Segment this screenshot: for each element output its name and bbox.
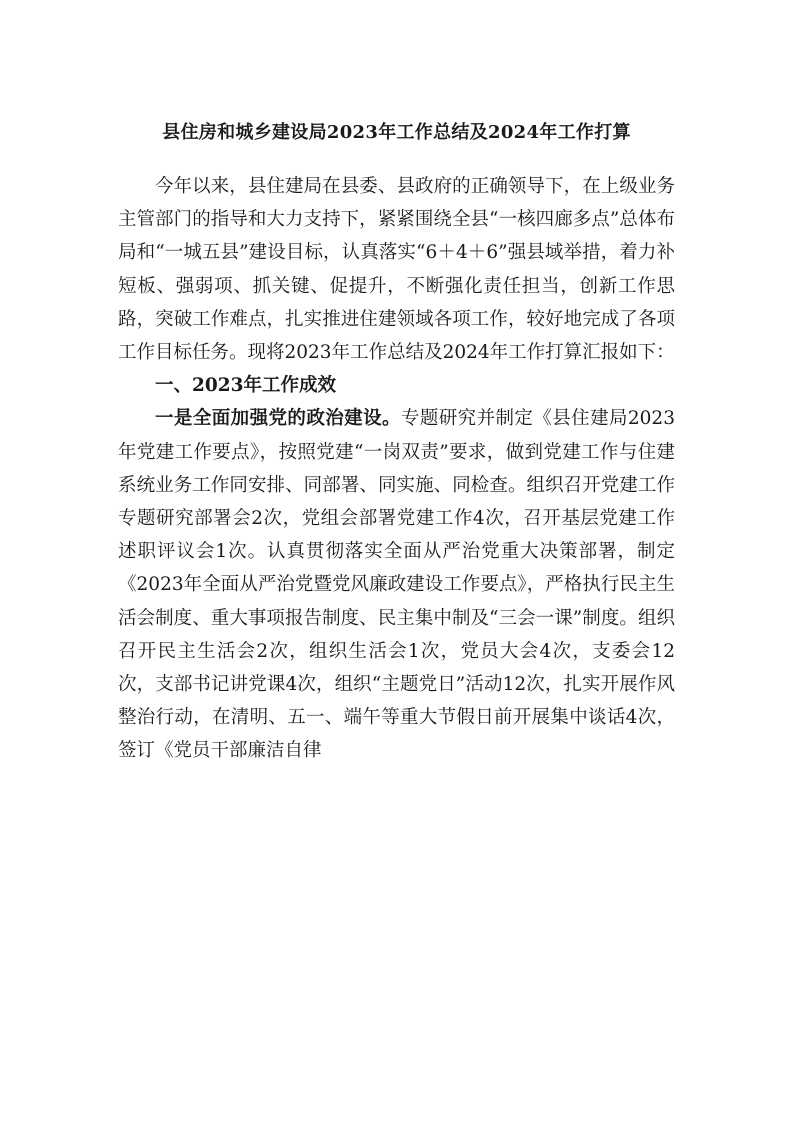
document-title: 县住房和城乡建设局2023年工作总结及2024年工作打算 [162,122,631,143]
paragraph-lead: 一是全面加强党的政治建设。 [155,408,401,430]
section-paragraph [118,402,675,767]
paragraph-body: 专题研究并制定《县住建局2023年党建工作要点》，按照党建“一岗双责”要求，做到党建工作与住建系统业务工作同安排、同部署、同实施、同检查。组织召开党建工作专题研究部署会2次，党组会部署党建工作4次，召开基层党建工作述职评议会1次。认真贯彻落实全面从严治党重大决策部署，制定《2023年全面从严治党暨党风廉政建设工作要点》，严格执行民主生活会制度、重大事项报告制度、民主集中制及“三会一课”制度。组织召开民主生活会2次，组织生活会1次，党员大会4次，支委会12次，支部书记讲党课4次，组织“主题党日”活动12次，扎实开展作风整治行动，在清明、五一、端午等重大节假日前开展集中谈话4次，签订《党员干部廉洁自律 [118,408,675,762]
section-heading: 一、2023年工作成效 [155,375,336,397]
intro-paragraph: 今年以来，县住建局在县委、县政府的正确领导下，在上级业务主管部门的指导和大力支持下，紧紧围绕全县“一核四廊多点”总体布局和“一城五县”建设目标，认真落实“6＋4＋6”强县域举措，着力补短板、强弱项、抓关键、促提升，不断强化责任担当，创新工作思路，突破工作难点，扎实推进住建领域各项工作，较好地完成了各项工作目标任务。现将2023年工作总结及2024年工作打算汇报如下： [118,176,675,364]
